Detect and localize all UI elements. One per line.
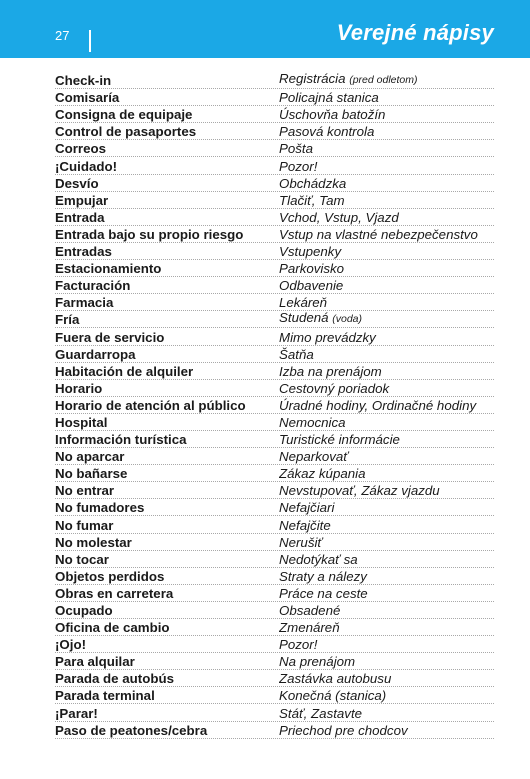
slovak-text: Odbavenie	[279, 278, 344, 294]
spanish-term: Desvío	[55, 175, 99, 191]
slovak-text: Pozor!	[279, 158, 318, 174]
spanish-term: Control de pasaportes	[55, 124, 197, 140]
slovak-translation	[279, 347, 494, 362]
spanish-term: Entradas	[55, 244, 112, 260]
phrase-row	[55, 157, 494, 174]
phrase-row	[55, 722, 494, 739]
spanish-term: Hospital	[55, 414, 108, 430]
spanish-term: Habitación de alquiler	[55, 363, 194, 379]
spanish-term: Obras en carretera	[55, 585, 174, 601]
phrase-row	[55, 243, 494, 260]
slovak-text: Izba na prenájom	[279, 363, 382, 379]
slovak-translation	[279, 706, 494, 721]
phrase-row	[55, 516, 494, 533]
spanish-term: Consigna de equipaje	[55, 107, 193, 123]
phrase-row	[55, 311, 494, 328]
slovak-text: Vstupenky	[279, 244, 342, 260]
spanish-term: Horario	[55, 380, 103, 396]
spanish-term: Para alquilar	[55, 654, 135, 670]
spanish-term: ¡Cuidado!	[55, 158, 118, 174]
spanish-term: Fuera de servicio	[55, 329, 165, 345]
slovak-text: Nevstupovať, Zákaz vjazdu	[279, 483, 440, 499]
spanish-term: ¡Parar!	[55, 705, 98, 721]
slovak-text: Lekáreň	[279, 295, 328, 311]
slovak-text: Tlačiť, Tam	[279, 192, 345, 208]
slovak-translation	[279, 244, 494, 259]
phrase-row	[55, 226, 494, 243]
phrase-row	[55, 294, 494, 311]
slovak-translation	[279, 124, 494, 139]
spanish-term: No entrar	[55, 483, 115, 499]
slovak-translation	[279, 330, 494, 345]
slovak-translation	[279, 518, 494, 533]
phrase-row	[55, 636, 494, 653]
phrase-row	[55, 704, 494, 721]
slovak-translation	[279, 381, 494, 396]
spanish-term: ¡Ojo!	[55, 637, 87, 653]
slovak-translation	[279, 637, 494, 652]
slovak-text: Na prenájom	[279, 654, 356, 670]
slovak-text: Registrácia	[279, 71, 346, 87]
slovak-translation	[279, 176, 494, 191]
phrase-row	[55, 499, 494, 516]
page-header	[0, 0, 530, 58]
spanish-term: Correos	[55, 141, 106, 157]
phrase-row	[55, 123, 494, 140]
slovak-text: Práce na ceste	[279, 585, 368, 601]
phrase-row	[55, 277, 494, 294]
spanish-term: No bañarse	[55, 466, 128, 482]
slovak-translation	[279, 552, 494, 567]
slovak-text: Konečná (stanica)	[279, 688, 387, 704]
slovak-text: Obchádzka	[279, 175, 347, 191]
slovak-translation	[279, 432, 494, 447]
slovak-text: Mimo prevádzky	[279, 329, 376, 345]
spanish-term: Paso de peatones/cebra	[55, 722, 208, 738]
slovak-translation	[279, 278, 494, 293]
spanish-term: Entrada bajo su propio riesgo	[55, 226, 244, 242]
phrase-row	[55, 175, 494, 192]
page-number: 27	[55, 28, 70, 43]
slovak-text: Straty a nálezy	[279, 568, 367, 584]
phrase-row	[55, 653, 494, 670]
spanish-term: No fumadores	[55, 500, 145, 516]
phrase-row	[55, 192, 494, 209]
slovak-translation	[279, 193, 494, 208]
slovak-translation	[279, 723, 494, 738]
slovak-translation	[279, 603, 494, 618]
spanish-term: Entrada	[55, 209, 105, 225]
slovak-translation	[279, 586, 494, 601]
slovak-translation	[279, 364, 494, 379]
phrase-row	[55, 568, 494, 585]
slovak-text: Nedotýkať sa	[279, 551, 358, 567]
slovak-text: Turistické informácie	[279, 432, 400, 448]
phrase-row	[55, 363, 494, 380]
translation-note: (pred odletom)	[349, 74, 418, 87]
slovak-translation	[279, 141, 494, 156]
slovak-text: Priechod pre chodcov	[279, 722, 408, 738]
slovak-translation	[279, 535, 494, 550]
slovak-translation	[279, 261, 494, 276]
spanish-term: Farmacia	[55, 295, 114, 311]
slovak-translation	[279, 483, 494, 498]
spanish-term: Guardarropa	[55, 346, 136, 362]
slovak-translation	[279, 466, 494, 481]
slovak-text: Vstup na vlastné nebezpečenstvo	[279, 226, 478, 242]
spanish-term: No molestar	[55, 534, 132, 550]
phrase-row	[55, 670, 494, 687]
phrase-row	[55, 602, 494, 619]
phrase-row	[55, 448, 494, 465]
phrase-row	[55, 465, 494, 482]
phrase-row	[55, 619, 494, 636]
slovak-text: Stáť, Zastavte	[279, 705, 363, 721]
slovak-translation	[279, 90, 494, 105]
spanish-term: Información turística	[55, 432, 187, 448]
slovak-translation	[279, 620, 494, 635]
phrase-row	[55, 551, 494, 568]
slovak-text: Šatňa	[279, 346, 314, 362]
slovak-text: Nemocnica	[279, 414, 346, 430]
phrase-row	[55, 72, 494, 89]
phrase-row	[55, 209, 494, 226]
slovak-text: Zastávka autobusu	[279, 671, 392, 687]
slovak-text: Neparkovať	[279, 449, 349, 465]
slovak-text: Zákaz kúpania	[279, 466, 366, 482]
phrase-row	[55, 482, 494, 499]
phrase-row	[55, 380, 494, 397]
slovak-translation	[279, 688, 494, 703]
phrase-list	[55, 72, 494, 739]
slovak-translation	[279, 449, 494, 464]
phrase-row	[55, 260, 494, 277]
phrase-row	[55, 687, 494, 704]
slovak-translation	[279, 398, 494, 413]
spanish-term: No aparcar	[55, 449, 125, 465]
spanish-term: Horario de atención al público	[55, 397, 246, 413]
phrase-row	[55, 89, 494, 106]
slovak-translation	[279, 107, 494, 122]
phrase-row	[55, 397, 494, 414]
slovak-translation	[279, 569, 494, 584]
spanish-term: Parada terminal	[55, 688, 155, 704]
phrase-row	[55, 534, 494, 551]
spanish-term: No tocar	[55, 551, 109, 567]
slovak-text: Nefajčiari	[279, 500, 335, 516]
phrase-row	[55, 585, 494, 602]
slovak-translation	[279, 159, 494, 174]
header-divider	[89, 30, 91, 52]
spanish-term: Objetos perdidos	[55, 568, 165, 584]
slovak-text: Policajná stanica	[279, 90, 379, 106]
spanish-term: No fumar	[55, 517, 114, 533]
slovak-text: Úradné hodiny, Ordinačné hodiny	[279, 397, 477, 413]
slovak-text: Vchod, Vstup, Vjazd	[279, 209, 399, 225]
slovak-text: Cestovný poriadok	[279, 380, 390, 396]
spanish-term: Check-in	[55, 73, 112, 89]
spanish-term: Fría	[55, 312, 80, 328]
phrase-row	[55, 414, 494, 431]
spanish-term: Facturación	[55, 278, 131, 294]
spanish-term: Ocupado	[55, 603, 113, 618]
slovak-text: Zmenáreň	[279, 620, 340, 636]
slovak-text: Pošta	[279, 141, 314, 157]
slovak-translation	[279, 500, 494, 515]
slovak-translation	[279, 654, 494, 669]
phrase-row	[55, 328, 494, 345]
slovak-text: Pozor!	[279, 637, 318, 653]
spanish-term: Parada de autobús	[55, 671, 174, 687]
slovak-text: Pasová kontrola	[279, 124, 375, 140]
slovak-text: Obsadené	[279, 603, 341, 618]
slovak-translation	[279, 71, 494, 88]
translation-note: (voda)	[332, 313, 363, 326]
phrase-row	[55, 140, 494, 157]
slovak-translation	[279, 227, 494, 242]
spanish-term: Oficina de cambio	[55, 620, 170, 636]
slovak-translation	[279, 415, 494, 430]
phrase-row	[55, 106, 494, 123]
slovak-translation	[279, 295, 494, 310]
phrase-row	[55, 431, 494, 448]
spanish-term: Empujar	[55, 192, 109, 208]
slovak-text: Nefajčite	[279, 517, 331, 533]
slovak-text: Parkovisko	[279, 261, 345, 277]
slovak-text: Úschovňa batožín	[279, 107, 386, 123]
slovak-translation	[279, 671, 494, 686]
spanish-term: Comisaría	[55, 90, 120, 106]
slovak-text: Nerušiť	[279, 534, 323, 550]
slovak-translation	[279, 210, 494, 225]
spanish-term: Estacionamiento	[55, 261, 162, 277]
slovak-translation	[279, 310, 494, 327]
section-title: Verejné nápisy	[336, 20, 494, 45]
slovak-text: Studená	[279, 310, 329, 326]
phrase-row	[55, 346, 494, 363]
